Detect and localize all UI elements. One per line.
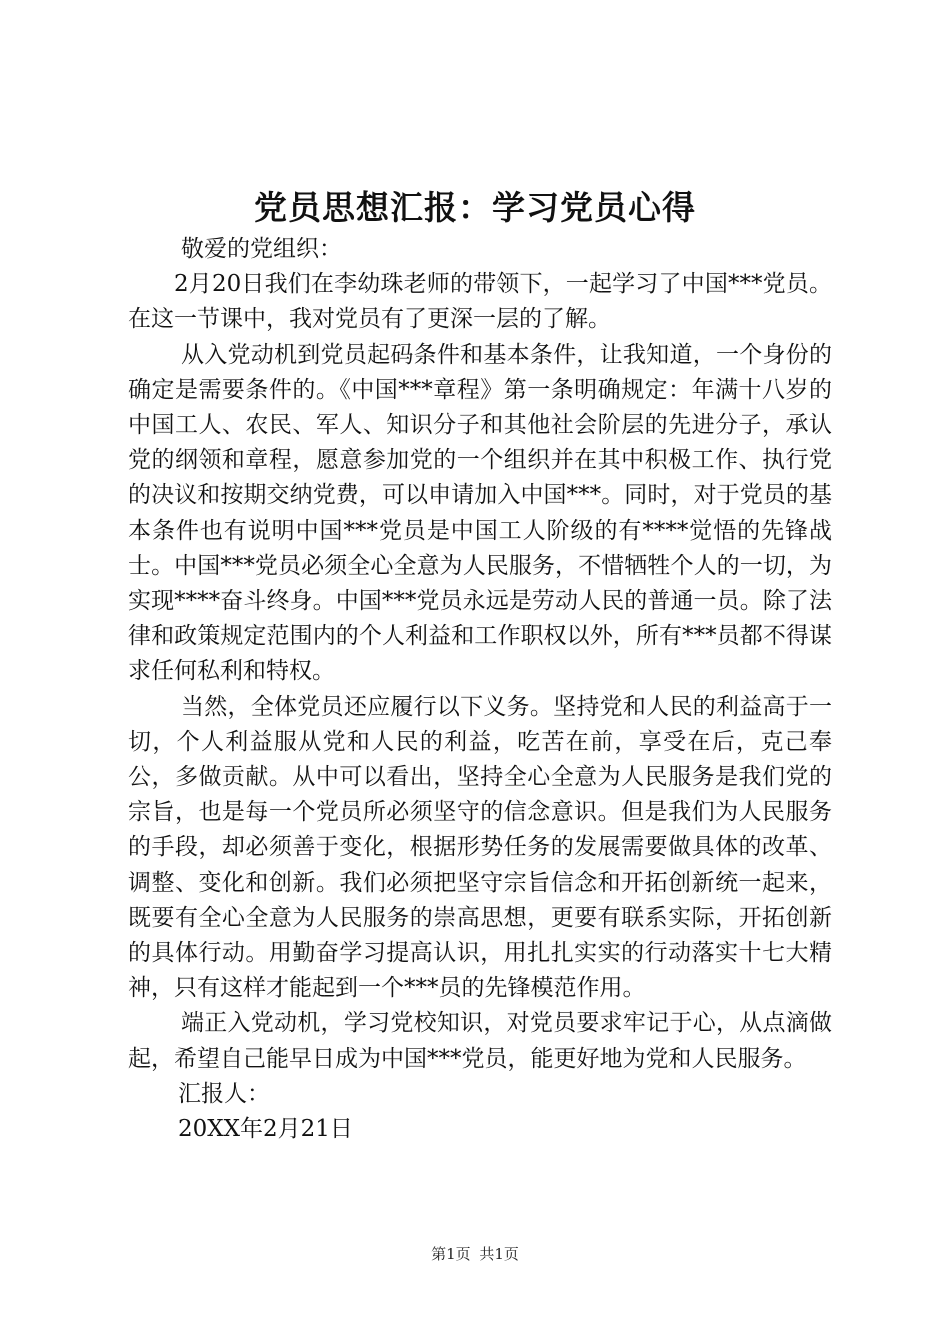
paragraph-3: 当然，全体党员还应履行以下义务。坚持党和人民的利益高于一切，个人利益服从党和人民的利益，吃苦在前，享受在后，克己奉公，多做贡献。从中可以看出，坚持全心全意为人民服务是我们党的宗旨，也是每一个党员所必须坚守的信念意识。但是我们为人民服务的手段，却必须善于变化，根据形势任务的发展需要做具体的改革、调整、变化和创新。我们必须把坚守宗旨信念和开拓创新统一起来，既要有全心全意为人民服务的崇高思想，更要有联系实际，开拓创新的具体行动。用勤奋学习提高认识，用扎扎实实的行动落实十七大精神，只有这样才能起到一个***员的先锋模范作用。 (128, 693, 832, 1002)
paragraph-2: 从入党动机到党员起码条件和基本条件，让我知道，一个身份的确定是需要条件的。《中国***章程》第一条明确规定：年满十八岁的中国工人、农民、军人、知识分子和其他社会阶层的先进分子，承认党的纲领和章程，愿意参加党的一个组织并在其中积极工作、执行党的决议和按期交纳党费，可以申请加入中国***。同时，对于党员的基本条件也有说明中国***党员是中国工人阶级的有****觉悟的先锋战士。中国***党员必须全心全意为人民服务，不惜牺牲个人的一切，为实现****奋斗终身。中国***党员永远是劳动人民的普通一员。除了法律和政策规定范围内的个人利益和工作职权以外，所有***员都不得谋求任何私利和特权。 (128, 341, 832, 685)
paragraph-1: 2月20日我们在李幼珠老师的带领下，一起学习了中国***党员。在这一节课中，我对党员有了更深一层的了解。 (128, 271, 832, 333)
page-footer (0, 1244, 950, 1264)
signature-line: 汇报人： (178, 1080, 270, 1107)
page-total: 共1页 (479, 1245, 519, 1263)
report-date: 20XX年2月21日 (178, 1116, 353, 1143)
document-body (128, 232, 832, 1147)
page-number: 第1页 (431, 1245, 471, 1263)
salutation: 敬爱的党组织： (181, 236, 342, 262)
paragraph-4: 端正入党动机，学习党校知识，对党员要求牢记于心，从点滴做起，希望自己能早日成为中国***党员，能更好地为党和人民服务。 (128, 1010, 832, 1072)
document-title: 党员思想汇报：学习党员心得 (254, 188, 696, 227)
